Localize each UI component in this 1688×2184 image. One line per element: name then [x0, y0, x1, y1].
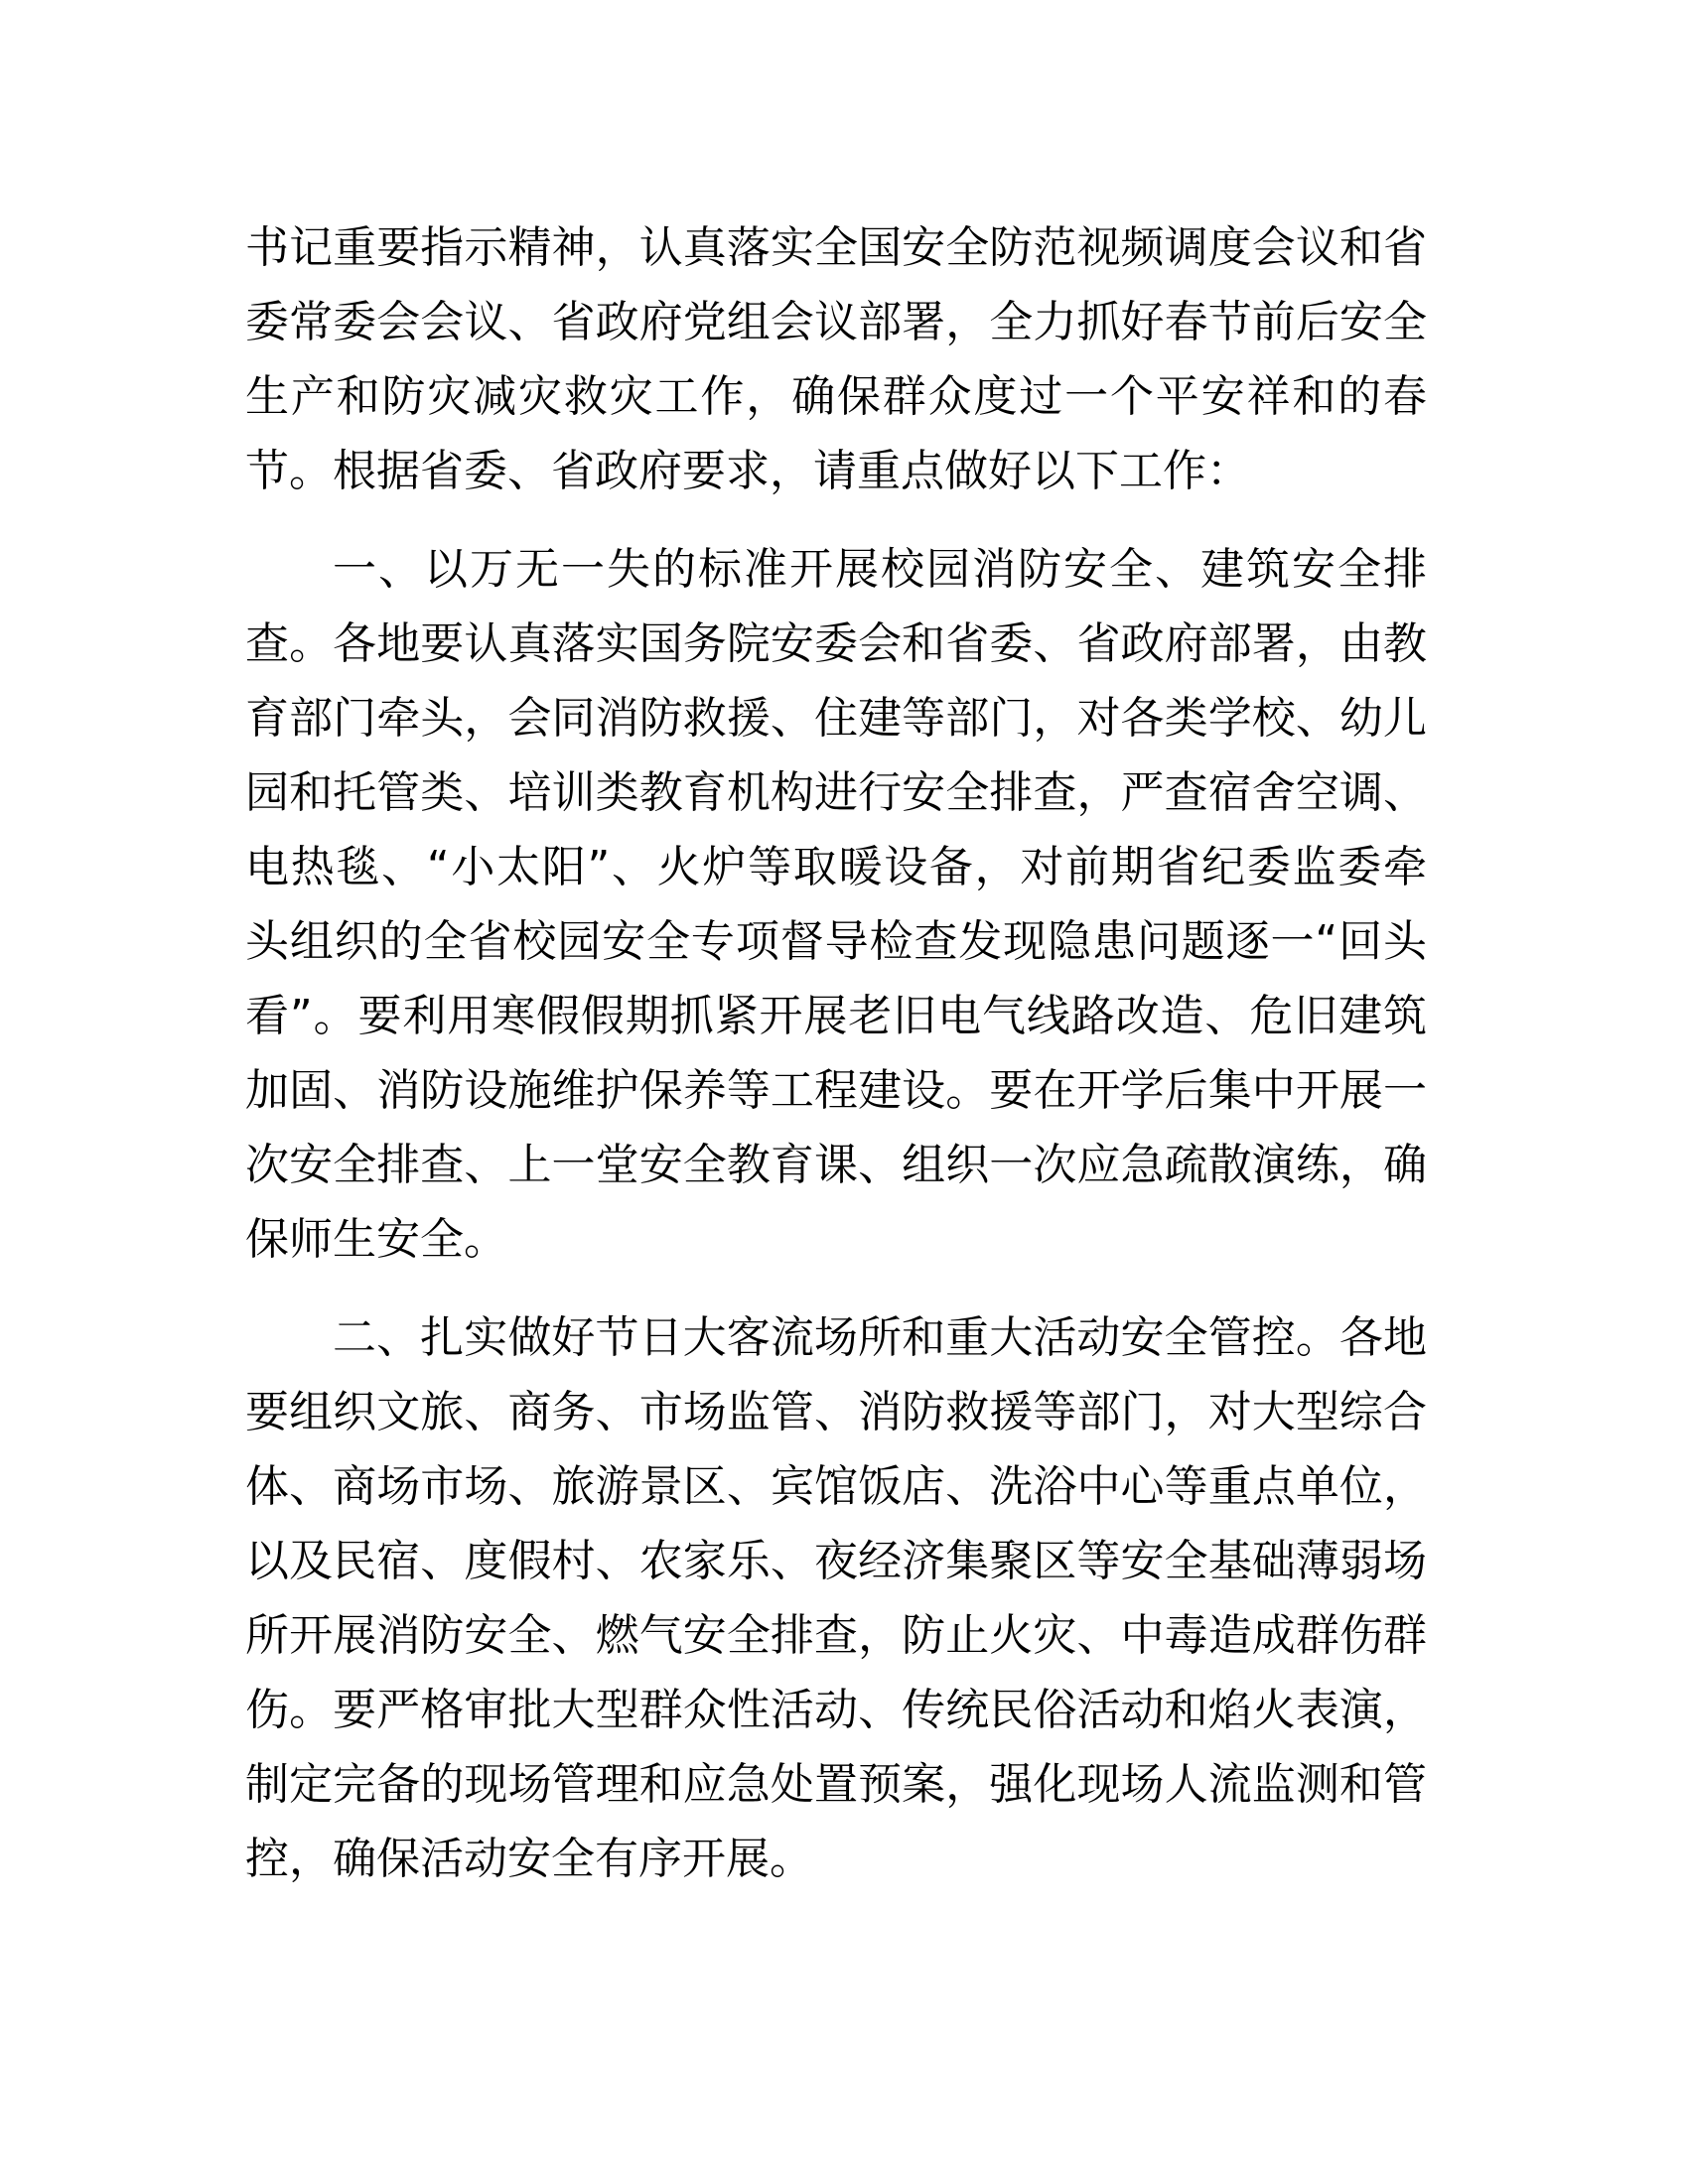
text-line: 保师生安全。: [245, 1214, 507, 1265]
text-line: 节。根据省委、省政府要求，请重点做好以下工作：: [245, 446, 1250, 496]
text-line: 育部门牵头，会同消防救援、住建等部门，对各类学校、幼儿: [245, 693, 1427, 744]
text-line: 制定完备的现场管理和应急处置预案，强化现场人流监测和管: [245, 1759, 1427, 1810]
text-line: 查。各地要认真落实国务院安委会和省委、省政府部署，由教: [245, 618, 1427, 669]
document-page: [245, 210, 1427, 1920]
text-line: 要组织文旅、商务、市场监管、消防救援等部门，对大型综合: [245, 1387, 1427, 1437]
text-line: 一、以万无一失的标准开展校园消防安全、建筑安全排: [333, 544, 1427, 595]
text-line: 生产和防灾减灾救灾工作，确保群众度过一个平安祥和的春: [245, 371, 1427, 422]
text-line: 以及民宿、度假村、农家乐、夜经济集聚区等安全基础薄弱场: [245, 1536, 1427, 1586]
text-line: 伤。要严格审批大型群众性活动、传统民俗活动和焰火表演，: [245, 1685, 1427, 1735]
text-line: 委常委会会议、省政府党组会议部署，全力抓好春节前后安全: [245, 297, 1427, 347]
text-line: 书记重要指示精神，认真落实全国安全防范视频调度会议和省: [245, 222, 1427, 273]
paragraph: [245, 1300, 1427, 1896]
text-line: 所开展消防安全、燃气安全排查，防止火灾、中毒造成群伤群: [245, 1610, 1427, 1661]
paragraph: [245, 210, 1427, 508]
paragraph: [245, 532, 1427, 1277]
text-line: 次安全排查、上一堂安全教育课、组织一次应急疏散演练，确: [245, 1140, 1427, 1190]
text-line: 控，确保活动安全有序开展。: [245, 1834, 813, 1884]
text-line: 二、扎实做好节日大客流场所和重大活动安全管控。各地: [333, 1312, 1427, 1363]
text-line: 体、商场市场、旅游景区、宾馆饭店、洗浴中心等重点单位，: [245, 1461, 1427, 1512]
text-line: 加固、消防设施维护保养等工程建设。要在开学后集中开展一: [245, 1065, 1427, 1116]
text-line: 头组织的全省校园安全专项督导检查发现隐患问题逐一“回头: [245, 916, 1427, 967]
text-line: 看”。要利用寒假假期抓紧开展老旧电气线路改造、危旧建筑: [245, 991, 1427, 1041]
text-line: 园和托管类、培训类教育机构进行安全排查，严查宿舍空调、: [245, 767, 1427, 818]
text-line: 电热毯、“小太阳”、火炉等取暖设备，对前期省纪委监委牵: [245, 842, 1427, 892]
